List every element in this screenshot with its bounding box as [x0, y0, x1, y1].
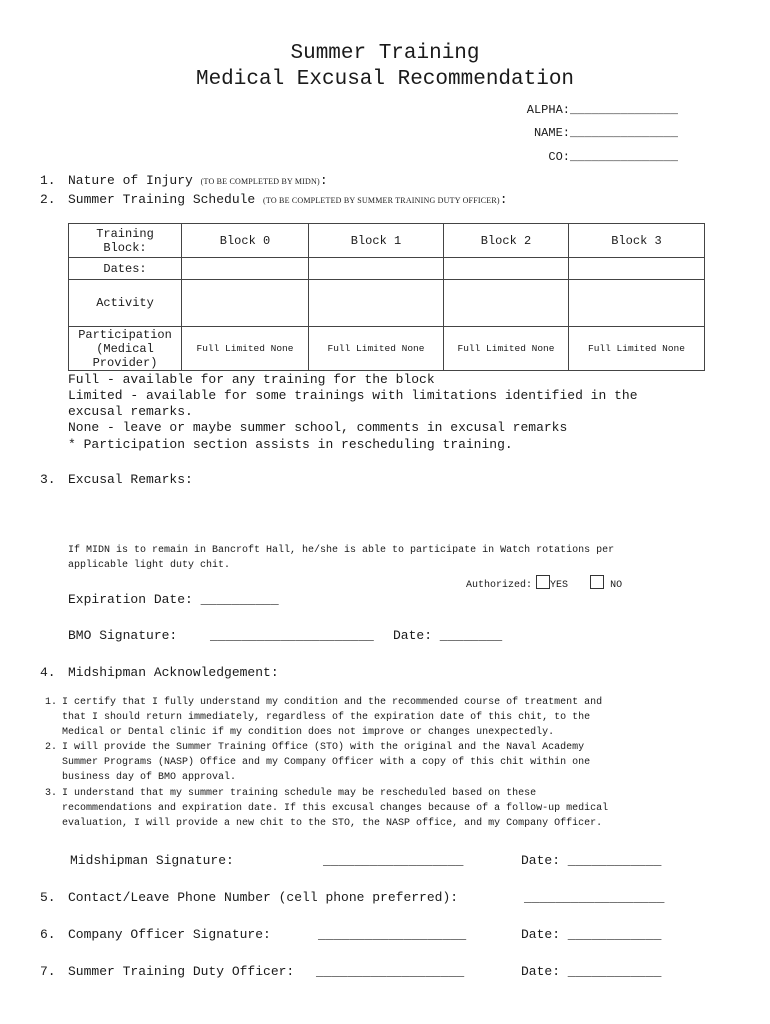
name-field[interactable]: NAME:_______________: [533, 126, 678, 140]
section6-number: 6.: [40, 927, 56, 942]
duty-officer-date-field[interactable]: Date: ____________: [521, 964, 662, 979]
section4-label: Midshipman Acknowledgement:: [68, 665, 279, 680]
ack-item-2-line3: business day of BMO approval.: [62, 772, 237, 783]
duty-officer-signature-line[interactable]: ___________________: [316, 964, 465, 979]
form-title-line1: Summer Training: [290, 42, 480, 65]
block-3-dates-cell[interactable]: [569, 258, 705, 280]
watch-text-line2: applicable light duty chit.: [68, 560, 231, 571]
dates-label: Dates:: [69, 258, 182, 280]
section1-suffix: :: [319, 173, 328, 188]
block-0-dates-cell[interactable]: [182, 258, 309, 280]
legend-limited-line1: Limited - available for some trainings with limitations identified in the: [68, 388, 638, 403]
authorized-label: Authorized:: [466, 580, 533, 591]
authorized-row: [466, 575, 622, 591]
form-title-line2: Medical Excusal Recommendation: [195, 68, 575, 91]
section2-number: 2.: [40, 192, 56, 207]
ack-item-1-line3: Medical or Dental clinic if my condition does not improve or changes unexpectedly.: [62, 727, 555, 738]
section5-number: 5.: [40, 890, 56, 905]
block-2-activity-cell[interactable]: [444, 280, 569, 327]
block-0-activity-cell[interactable]: [182, 280, 309, 327]
yes-label: YES: [550, 580, 569, 591]
legend-none: None - leave or maybe summer school, comments in excusal remarks: [68, 420, 568, 435]
section7-label: Summer Training Duty Officer:: [68, 964, 295, 979]
section6-label: Company Officer Signature:: [68, 927, 271, 942]
legend-limited-line2: excusal remarks.: [68, 404, 193, 419]
alpha-field[interactable]: ALPHA:_______________: [526, 103, 678, 117]
ack-item-2-line1: I will provide the Summer Training Office (STO) with the original and the Naval Academy: [62, 742, 585, 753]
section1-heading: [68, 173, 328, 188]
ack-item-2-number: 2.: [45, 742, 58, 753]
ack-item-2-line2: Summer Programs (NASP) Office and my Company Officer with a copy of this chit within one: [62, 757, 591, 768]
no-label: NO: [610, 580, 623, 591]
participation-label: Participation (Medical Provider): [69, 327, 182, 371]
ack-item-3-line2: recommendations and expiration date. If this excusal changes because of a follow-up medical: [62, 803, 609, 814]
section5-label: Contact/Leave Phone Number (cell phone preferred):: [68, 890, 459, 905]
no-checkbox[interactable]: [590, 575, 604, 589]
co-field[interactable]: CO:_______________: [548, 150, 678, 164]
block-3-participation-options[interactable]: Full Limited None: [569, 327, 705, 371]
block-2-dates-cell[interactable]: [444, 258, 569, 280]
section3-number: 3.: [40, 472, 56, 487]
legend-note: * Participation section assists in rescheduling training.: [68, 437, 513, 452]
block-1-dates-cell[interactable]: [309, 258, 444, 280]
section7-number: 7.: [40, 964, 56, 979]
bmo-signature-line[interactable]: _____________________: [210, 628, 374, 643]
company-officer-date-field[interactable]: Date: ____________: [521, 927, 662, 942]
company-officer-signature-line[interactable]: ___________________: [318, 927, 467, 942]
bmo-signature-label: BMO Signature:: [68, 628, 178, 643]
block-2-header: Block 2: [444, 224, 569, 258]
section2-label: Summer Training Schedule: [68, 192, 256, 207]
block-3-activity-cell[interactable]: [569, 280, 705, 327]
schedule-table: [68, 223, 705, 371]
block-0-header: Block 0: [182, 224, 309, 258]
yes-checkbox[interactable]: [536, 575, 550, 589]
legend-full: Full - available for any training for the block: [68, 372, 435, 387]
ack-item-1-number: 1.: [45, 697, 58, 708]
section1-label: Nature of Injury: [68, 173, 193, 188]
ack-item-3-number: 3.: [45, 788, 58, 799]
block-2-participation-options[interactable]: Full Limited None: [444, 327, 569, 371]
block-0-participation-options[interactable]: Full Limited None: [182, 327, 309, 371]
ack-item-3-line1: I understand that my summer training schedule may be rescheduled based on these: [62, 788, 537, 799]
section2-heading: [68, 192, 508, 207]
midshipman-signature-line[interactable]: __________________: [323, 853, 464, 868]
ack-item-3-line3: evaluation, I will provide a new chit to the STO, the NASP office, and my Company Officer.: [62, 818, 603, 829]
phone-number-line[interactable]: __________________: [524, 890, 665, 905]
midshipman-date-field[interactable]: Date: ____________: [521, 853, 662, 868]
ack-item-1-line1: I certify that I fully understand my condition and the recommended course of treatment and: [62, 697, 603, 708]
training-block-header: Training Block:: [69, 224, 182, 258]
watch-text-line1: If MIDN is to remain in Bancroft Hall, he/she is able to participate in Watch rotations per: [68, 545, 615, 556]
section3-label: Excusal Remarks:: [68, 472, 193, 487]
activity-label: Activity: [69, 280, 182, 327]
expiration-date-field[interactable]: Expiration Date: __________: [68, 592, 279, 607]
ack-item-1-line2: that I should return immediately, regardless of the expiration date of this chit, to the: [62, 712, 591, 723]
block-1-header: Block 1: [309, 224, 444, 258]
block-1-participation-options[interactable]: Full Limited None: [309, 327, 444, 371]
bmo-date-field[interactable]: Date: ________: [393, 628, 503, 643]
section4-number: 4.: [40, 665, 56, 680]
block-1-activity-cell[interactable]: [309, 280, 444, 327]
section1-note: (TO BE COMPLETED BY MIDN): [200, 177, 320, 186]
section2-note: (TO BE COMPLETED BY SUMMER TRAINING DUTY OFFICER): [263, 196, 500, 205]
section1-number: 1.: [40, 173, 56, 188]
section2-suffix: :: [499, 192, 508, 207]
midshipman-signature-label: Midshipman Signature:: [70, 853, 234, 868]
block-3-header: Block 3: [569, 224, 705, 258]
